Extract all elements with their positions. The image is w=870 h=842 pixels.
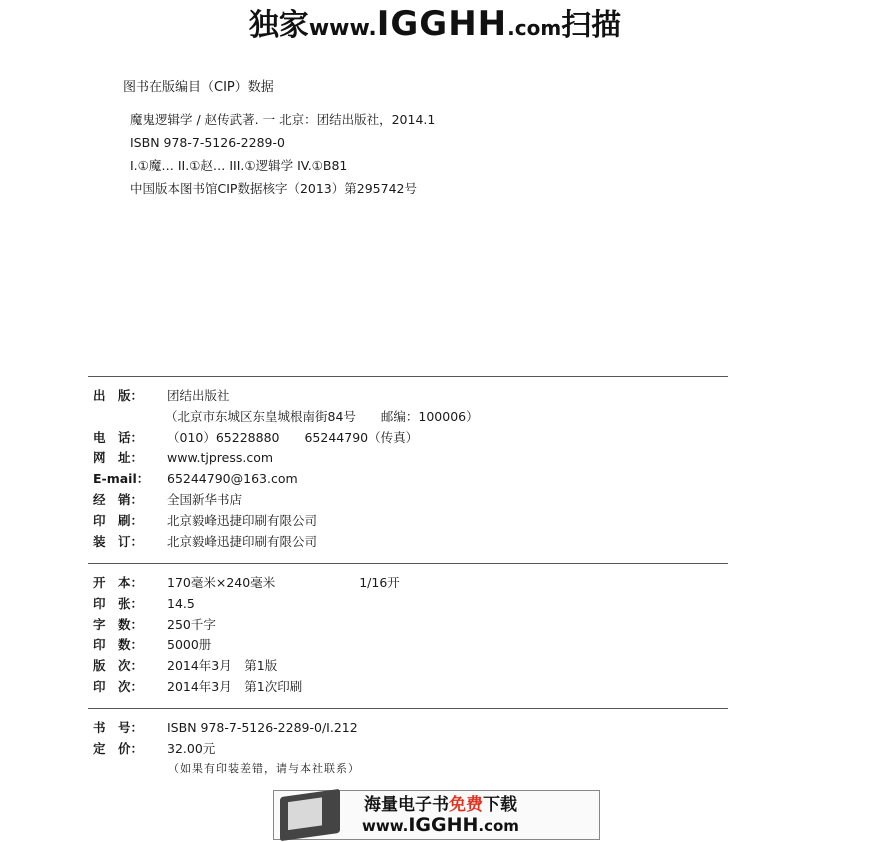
sheets-row [93,594,400,615]
address-value: （北京市东城区东皇城根南街84号 邮编：100006） [165,408,479,424]
banner-line1 [362,795,519,815]
cip-line-title: 魔鬼逻辑学 / 赵传武著. 一 北京：团结出版社，2014.1 [130,112,436,127]
publisher-value: 团结出版社 [167,388,230,403]
edition-label: 版 次： [93,658,144,674]
banner-line1-a: 海量电子书 [363,794,449,815]
web-label: 网 址： [93,450,144,466]
web-value: www.tjpress.com [167,450,274,466]
divider [88,376,728,377]
publisher-row [93,386,479,407]
cip-line-record: 中国版本图书馆CIP数据核字（2013）第295742号 [130,181,417,196]
copies-value: 5000册 [167,637,212,653]
email-label: E-mail： [93,471,150,487]
distributor-label: 经 销： [93,491,144,507]
banner-domain: IGGHH [408,813,479,836]
distributor-value: 全国新华书店 [167,491,243,507]
download-banner [273,790,600,840]
cip-header: 图书在版编目（CIP）数据 [123,80,274,95]
phone-value: （010）65228880 65244790（传真） [167,429,419,445]
format-label: 开 本： [93,575,144,590]
printer-label: 印 刷： [93,512,144,528]
email-value: 65244790@163.com [167,471,298,487]
banner-www: www. [362,816,409,835]
sheets-label: 印 张： [93,595,144,611]
price-row [93,739,358,760]
words-label: 字 数： [93,616,144,632]
watermark-www: www. [308,16,377,41]
phone-row [93,428,479,449]
watermark-tld: .com [507,16,562,40]
copies-row [93,635,400,656]
email-row [93,469,479,490]
address-row [93,407,479,428]
format-row [93,573,400,594]
banner-free: 免费 [448,794,483,815]
divider [88,563,728,564]
isbn-row [93,718,358,739]
sheets-value: 14.5 [167,595,195,611]
isbn-label: 书 号： [93,720,144,735]
cip-block [130,108,435,200]
watermark-prefix: 独家 [248,8,309,43]
copies-label: 印 数： [93,637,144,653]
format-value: 170毫米×240毫米 [167,575,276,590]
printing-row [93,677,400,698]
banner-line1-b: 下载 [482,794,517,815]
printing-value: 2014年3月 第1次印刷 [167,678,303,694]
words-value: 250千字 [167,616,216,632]
printer-row [93,511,479,532]
divider [88,708,728,709]
binder-value: 北京毅峰迅捷印刷有限公司 [167,533,318,549]
edition-value: 2014年3月 第1版 [167,658,278,674]
words-row [93,615,400,636]
banner-line2 [362,815,519,836]
printing-label: 印 次： [93,678,144,694]
printer-value: 北京毅峰迅捷印刷有限公司 [167,512,318,528]
publisher-label: 出 版： [93,388,144,403]
spec-info [93,573,400,698]
book-info [93,718,358,760]
publish-info [93,386,479,552]
banner-text [362,795,519,836]
price-value: 32.00元 [167,740,216,756]
error-note: （如果有印装差错，请与本社联系） [168,762,360,775]
binder-label: 装 订： [93,533,144,549]
cip-line-classification: I.①魔… II.①赵… III.①逻辑学 IV.①B81 [130,158,348,173]
binder-row [93,532,479,553]
watermark-header [0,0,870,44]
banner-tld: .com [478,816,519,835]
cip-line-isbn: ISBN 978-7-5126-2289-0 [130,135,285,150]
isbn-value: ISBN 978-7-5126-2289-0/I.212 [167,720,358,735]
phone-label: 电 话： [93,429,144,445]
watermark-domain: IGGHH [376,4,508,44]
distributor-row [93,490,479,511]
price-label: 定 价： [93,740,144,756]
ereader-icon [280,789,340,841]
web-row [93,448,479,469]
format-extra-value: 1/16开 [359,575,400,590]
watermark-suffix: 扫描 [561,8,622,43]
edition-row [93,656,400,677]
